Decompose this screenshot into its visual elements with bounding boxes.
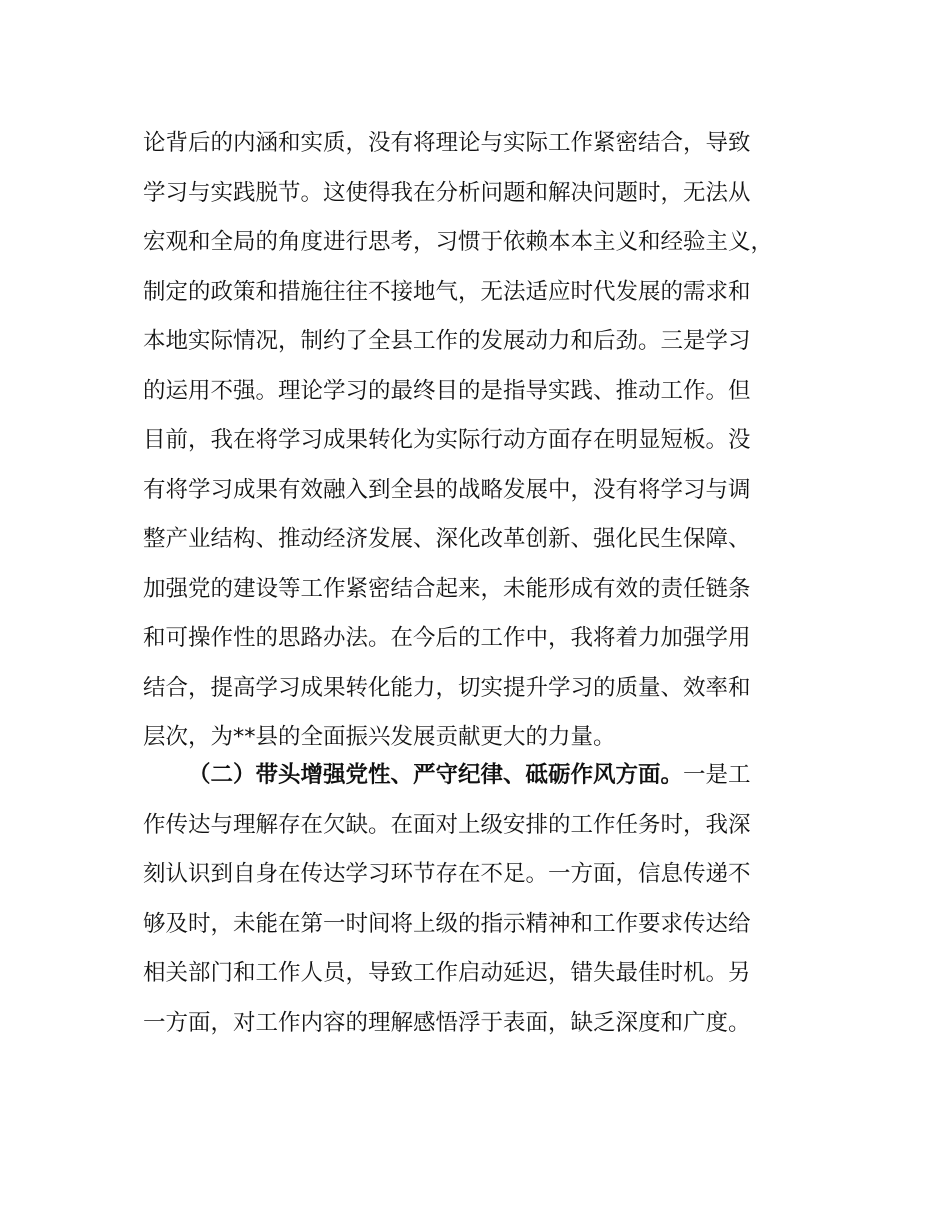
text-line: 有将学习成果有效融入到全县的战略发展中，没有将学习与调	[143, 476, 751, 503]
text-line: 本地实际情况，制约了全县工作的发展动力和后劲。三是学习	[143, 328, 751, 354]
text-line: 一方面，对工作内容的理解感悟浮于表面，缺乏深度和广度。	[143, 1009, 751, 1036]
text-line: 加强党的建设等工作紧密结合起来，未能形成有效的责任链条	[143, 575, 751, 602]
text-line: 制定的政策和措施往往不接地气，无法适应时代发展的需求和	[143, 278, 751, 305]
text-line: 论背后的内涵和实质，没有将理论与实际工作紧密结合，导致	[143, 130, 751, 156]
text-line: 整产业结构、推动经济发展、深化改革创新、强化民生保障、	[143, 526, 751, 552]
text-line: 学习与实践脱节。这使得我在分析问题和解决问题时，无法从	[143, 179, 751, 206]
text-span: 一是工	[683, 762, 751, 788]
text-line: 作传达与理解存在欠缺。在面对上级安排的工作任务时，我深	[143, 811, 751, 838]
text-line: 目前，我在将学习成果转化为实际行动方面存在明显短板。没	[143, 427, 751, 453]
text-line: 够及时，未能在第一时间将上级的指示精神和工作要求传达给	[143, 910, 751, 937]
section-heading: （二）带头增强党性、严守纪律、砥砺作风方面。	[188, 762, 684, 788]
text-line: 相关部门和工作人员，导致工作启动延迟，错失最佳时机。另	[143, 960, 751, 986]
text-line: 和可操作性的思路办法。在今后的工作中，我将着力加强学用	[143, 625, 751, 651]
text-line: 层次，为**县的全面振兴发展贡献更大的力量。	[143, 724, 616, 750]
heading-line	[188, 760, 751, 790]
text-line: 的运用不强。理论学习的最终目的是指导实践、推动工作。但	[143, 377, 751, 404]
text-line: 刻认识到自身在传达学习环节存在不足。一方面，信息传递不	[143, 861, 751, 887]
text-line: 宏观和全局的角度进行思考，习惯于依赖本本主义和经验主义，	[143, 229, 774, 255]
text-line: 结合，提高学习成果转化能力，切实提升学习的质量、效率和	[143, 674, 751, 701]
